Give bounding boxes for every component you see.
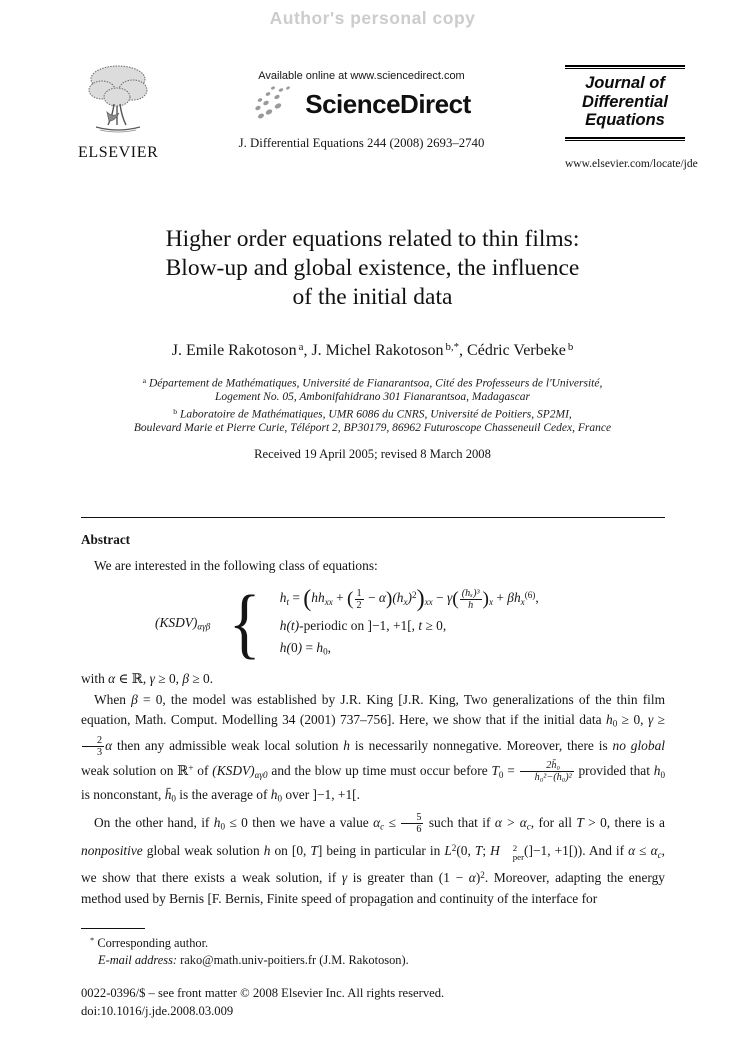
- masthead-line2: Differential: [582, 92, 668, 111]
- equation-block: [81, 579, 665, 666]
- watermark-banner: Author's personal copy: [269, 8, 476, 28]
- masthead-line1: Journal of: [585, 74, 665, 92]
- paper-title-line3: of the initial data: [292, 284, 453, 310]
- sciencedirect-logo-text: ScienceDirect: [305, 88, 471, 119]
- affiliation-b-line1: $^b$ Laboratoire de Mathématiques, UMR 6086 du CNRS, Université de Poitiers, SP2MI,: [173, 407, 572, 421]
- abstract-heading: Abstract: [81, 532, 131, 547]
- journal-reference: J. Differential Equations 244 (2008) 2693–2740: [238, 136, 485, 150]
- masthead-line3: Equations: [585, 111, 665, 129]
- email-address-note: E-mail address: rako@math.univ-poitiers.fr (J.M. Rakotoson).: [98, 952, 409, 967]
- equation-brace: {: [229, 579, 261, 666]
- page-body: [81, 517, 665, 1020]
- elsevier-logo-text: ELSEVIER: [78, 144, 159, 161]
- equation-line3: $h(0) = h_0$,: [279, 640, 331, 657]
- abstract-paragraph-1: When β = 0, the model was established by J.R. King [J.R. King, Two generalizations of the thin film equation, Math. Comput. Modelling 34 (2001) 737–756]. Here, we show that if the initial data $h_0 \ge 0$, γ ≥ $\frac{2}{3}$ α then any admissible weak local solution h is necessarily nonnegative. Moreover, there is no global weak solution on ℝ+ of $(KSDV)_{\alpha\gamma 0}$ and the blow up time must occur before $T_0$ = $\frac{\text{2h̄₀}}{\text{h̄₀²−(h̄₀)²}}$ provided that $h_0$ is nonconstant, $h̄_0$ is the average of $h_0$ over ]−1, +1[.: [81, 691, 666, 804]
- received-dates: Received 19 April 2005; revised 8 March 2008: [254, 447, 491, 461]
- abstract-intro: We are interested in the following class of equations:: [94, 558, 378, 573]
- abstract-paragraph-2: On the other hand, if $h_0 \le 0$ then we have a value $\alpha_c$ ≤ $\frac{5}{6}$ such that if $\alpha > \alpha_c$, for all T > 0, there is a nonpositive global weak solution h on [0, T] being in particular in $L^2(0$, T; H 2 per (]−1, +1[)). And if $\alpha \le \alpha_c$, we show that there exists a weak solution, if γ is greater than $(1 - \alpha)^2$. Moreover, adapting the energy method used by Bernis [F. Bernis, Finite speed of propagation and continuity of the interface for: [81, 812, 665, 906]
- author-list: J. Emile Rakotoson $^a$, J. Michel Rakotoson $^{b,*}$, Cédric Verbeke $^b$: [171, 341, 574, 359]
- elsevier-tree-icon: [84, 64, 152, 136]
- equation-lines: [280, 587, 539, 658]
- journal-header: [78, 64, 698, 170]
- equation-line1: $h_t = (hh_{xx}$ + ( $\frac{1}{2}$ − $\alpha)(h_x)^2)_{xx} - \gamma$( $\frac{\text{(hₓ)³}}{h}$ )$_x + \beta h_x^{(6)}$,: [279, 586, 539, 613]
- masthead-bottom-rule: [565, 137, 685, 141]
- footnote-rule: [81, 928, 145, 929]
- header-center: [232, 70, 492, 151]
- paper-title-line1: Higher order equations related to thin films:: [165, 226, 580, 252]
- journal-url: www.elsevier.com/locate/jde: [565, 157, 698, 170]
- elsevier-logo: [78, 64, 158, 162]
- sciencedirect-dots-icon: [252, 85, 302, 123]
- equation-label: $(KSDV)_{\alpha\gamma\beta}$: [155, 614, 211, 632]
- affiliation-a-line1: $^a$ Département de Mathématiques, Université de Fianarantsoa, Cité des Professeurs de l'Université,: [142, 376, 603, 390]
- paper-title-line2: Blow-up and global existence, the influence: [165, 255, 580, 281]
- affiliation-a-line2: Logement No. 05, Ambonifahidrano 301 Fianarantsoa, Madagascar: [214, 391, 531, 404]
- separator-rule: [81, 517, 665, 518]
- sciencedirect-logo: [232, 85, 492, 123]
- affiliation-b-line2: Boulevard Marie et Pierre Curie, Téléport 2, BP30179, 86962 Futuroscope Chasseneuil Cedex, France: [133, 422, 612, 435]
- affiliations: [0, 374, 745, 436]
- doi-line: doi:10.1016/j.jde.2008.03.009: [81, 1003, 234, 1018]
- issn-copyright-line: 0022-0396/$ – see front matter © 2008 Elsevier Inc. All rights reserved.: [81, 986, 445, 1001]
- masthead-title: [565, 69, 685, 137]
- imprint-block: [81, 985, 665, 1020]
- available-online-text: Available online at www.sciencedirect.com: [258, 70, 465, 82]
- journal-masthead: [565, 65, 698, 170]
- corresponding-author-note: * Corresponding author.: [90, 935, 209, 951]
- paper-title: [0, 225, 745, 312]
- abstract-conditions-line: with α ∈ ℝ, γ ≥ 0, β ≥ 0.: [81, 670, 214, 686]
- equation-line2: h(t)-periodic on ]−1, +1[, t ≥ 0,: [279, 617, 447, 633]
